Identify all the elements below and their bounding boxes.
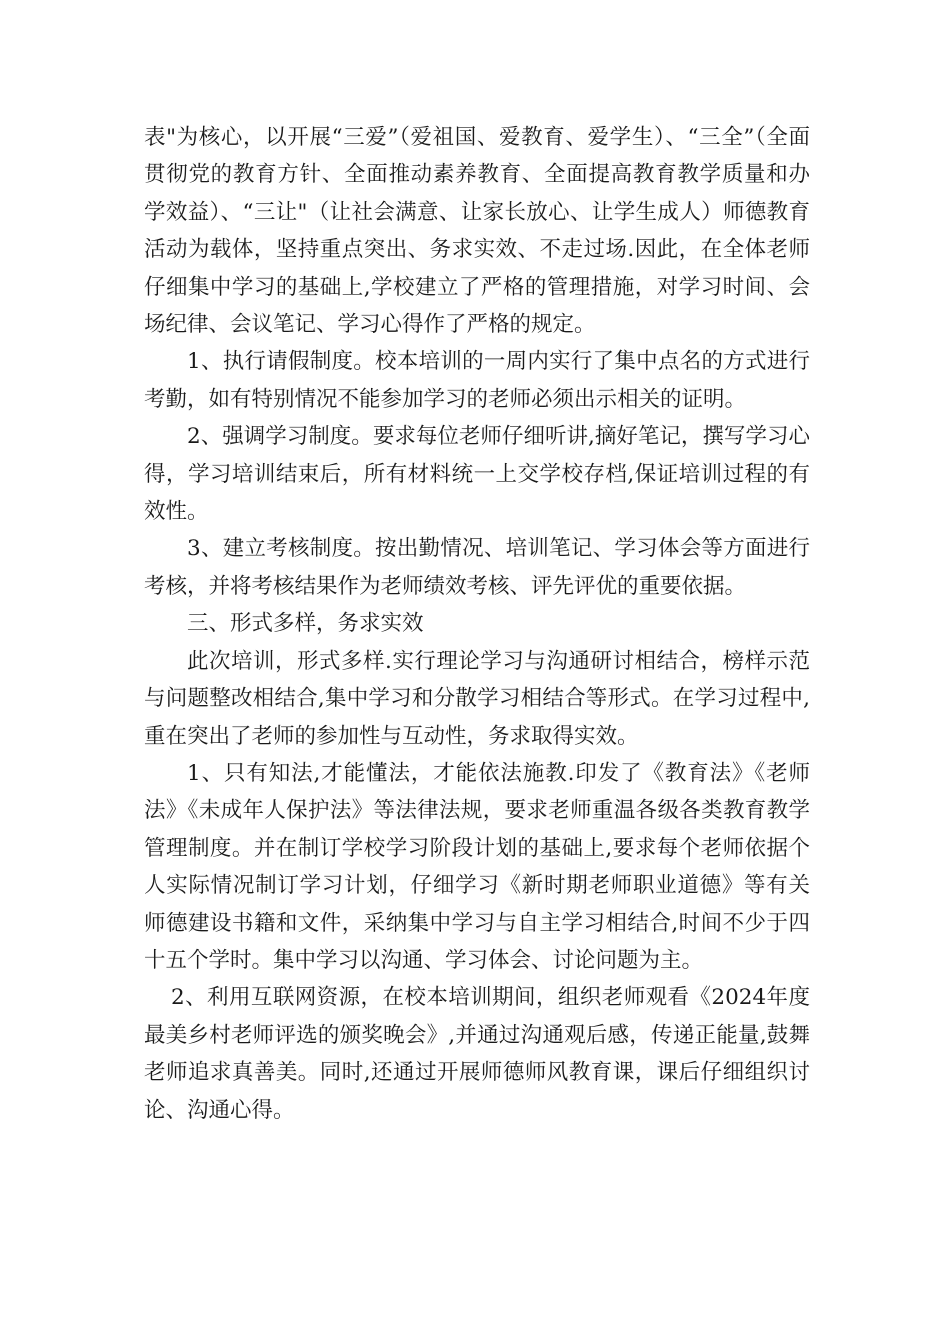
paragraph-assessment-system: 3、建立考核制度。按出勤情况、培训笔记、学习体会等方面进行考核，并将考核结果作为老师绩效考核、评先评优的重要依据。: [144, 536, 810, 599]
paragraph-leave-system: 1、执行请假制度。校本培训的一周内实行了集中点名的方式进行考勤，如有特别情况不能参加学习的老师必须出示相关的证明。: [144, 349, 810, 412]
document-body: [144, 119, 810, 1129]
section-heading-3: 三、形式多样，务求实效: [187, 611, 424, 637]
paragraph-internet-resources: 2、利用互联网资源，在校本培训期间，组织老师观看《2024年度最美乡村老师评选的颁奖晚会》,并通过沟通观后感，传递正能量,鼓舞老师追求真善美。同时,还通过开展师德师风教育课，课后仔细组织讨论、沟通心得。: [144, 985, 810, 1123]
paragraph-intro: 表"为核心，以开展“三爱”（爱祖国、爱教育、爱学生）、“三全”（全面贯彻党的教育方针、全面推动素养教育、全面提高教育教学质量和办学效益）、“三让"（让社会满意、让家长放心、让学生成人）师德教育活动为载体，坚持重点突出、务求实效、不走过场.因此，在全体老师仔细集中学习的基础上,学校建立了严格的管理措施，对学习时间、会场纪律、会议笔记、学习心得作了严格的规定。: [144, 125, 810, 338]
paragraph-law-study: 1、只有知法,才能懂法，才能依法施教.印发了《教育法》《老师法》《未成年人保护法》等法律法规，要求老师重温各级各类教育教学管理制度。并在制订学校学习阶段计划的基础上,要求每个老师依据个人实际情况制订学习计划，仔细学习《新时期老师职业道德》等有关师德建设书籍和文件，采纳集中学习与自主学习相结合,时间不少于四十五个学时。集中学习以沟通、学习体会、讨论问题为主。: [144, 760, 810, 973]
paragraph-study-system: 2、强调学习制度。要求每位老师仔细听讲,摘好笔记，撰写学习心得，学习培训结束后，所有材料统一上交学校存档,保证培训过程的有效性。: [144, 424, 810, 525]
paragraph-training-forms: 此次培训，形式多样.实行理论学习与沟通研讨相结合，榜样示范与问题整改相结合,集中学习和分散学习相结合等形式。在学习过程中,重在突出了老师的参加性与互动性，务求取得实效。: [144, 648, 810, 749]
